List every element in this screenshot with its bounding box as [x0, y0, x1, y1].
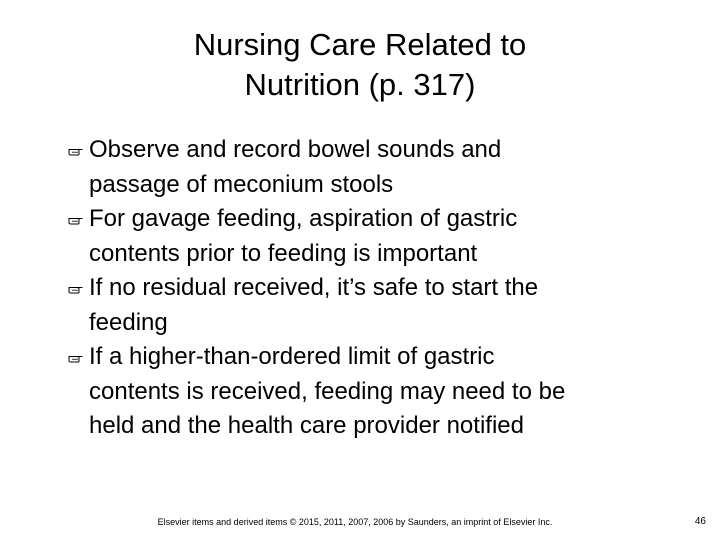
- bullet-text-line: If no residual received, it’s safe to start the: [89, 274, 539, 301]
- bullet-list: [0, 133, 690, 444]
- hand-pointer-icon: [68, 340, 84, 375]
- bullet-text-line: held and the health care provider notified: [89, 412, 524, 439]
- bullet-item: [0, 202, 690, 271]
- slide-title: [60, 25, 660, 105]
- hand-pointer-icon: [68, 271, 84, 306]
- bullet-item: [0, 340, 690, 444]
- hand-pointer-icon: [68, 133, 84, 168]
- bullet-text-line: feeding: [89, 308, 168, 336]
- bullet-text-line: contents prior to feeding is important: [89, 239, 478, 267]
- bullet-item: [0, 271, 690, 340]
- copyright-footer: Elsevier items and derived items © 2015, 2011, 2007, 2006 by Saunders, an imprint of Elsevier Inc.: [157, 517, 553, 527]
- bullet-text-line: Observe and record bowel sounds and: [89, 136, 502, 163]
- hand-pointer-icon: [68, 202, 84, 237]
- bullet-item: [0, 133, 690, 202]
- bullet-text-line: For gavage feeding, aspiration of gastric: [89, 205, 518, 232]
- page-number: 46: [694, 516, 706, 527]
- title-line: Nutrition (p. 317): [244, 67, 476, 102]
- bullet-text-line: passage of meconium stools: [89, 170, 394, 198]
- title-line: Nursing Care Related to: [193, 27, 527, 62]
- bullet-text-line: If a higher-than-ordered limit of gastric: [89, 343, 495, 370]
- bullet-text-line: contents is received, feeding may need to be: [89, 377, 566, 405]
